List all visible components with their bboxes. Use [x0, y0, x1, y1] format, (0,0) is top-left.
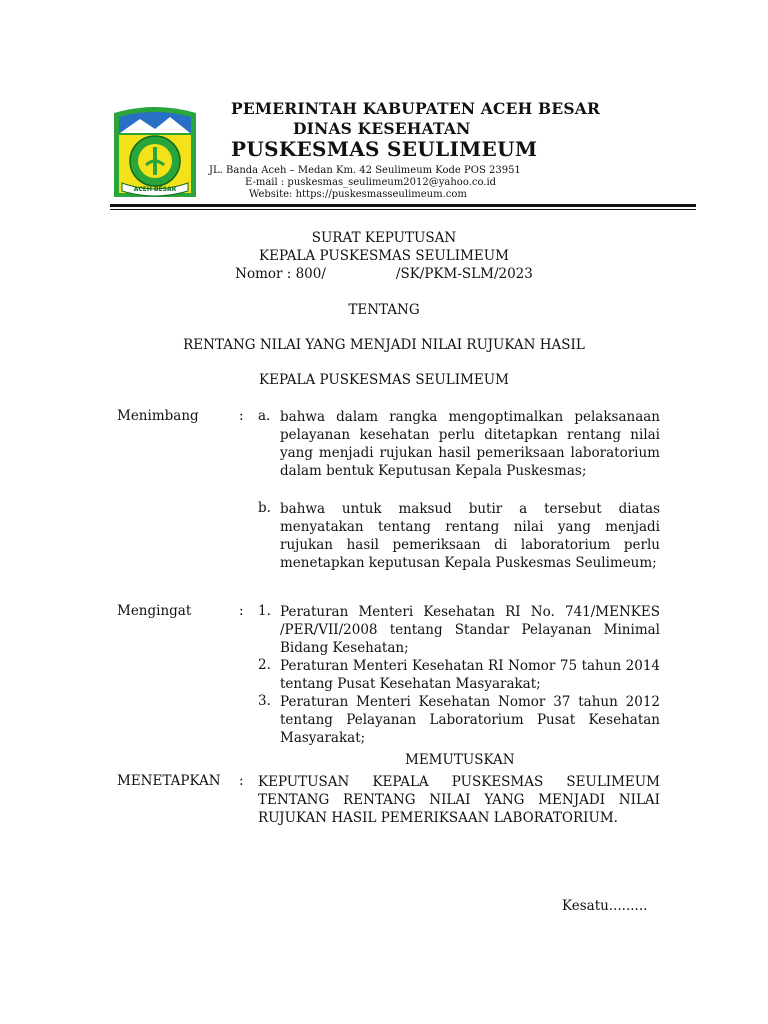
continuation-kesatu: Kesatu......... [562, 898, 648, 914]
svg-text:ACEH BESAR: ACEH BESAR [133, 186, 177, 193]
mengingat-label: Mengingat [117, 603, 192, 619]
menetapkan-label: MENETAPKAN [117, 773, 221, 789]
letterhead-address: JL. Banda Aceh – Medan Km. 42 Seulimeum Kode POS 23951 [209, 165, 521, 176]
doc-title-issuer: KEPALA PUSKESMAS SEULIMEUM [259, 248, 509, 264]
doc-number-prefix: Nomor : 800/ [235, 266, 326, 282]
menimbang-item-b: bahwa untuk maksud butir a tersebut diatas menyatakan tentang rentang nilai yang menjadi rujukan hasil pemeriksaan di laboratorium perlu menetapkan keputusan Kepala Puskesmas Seulimeum; [280, 501, 660, 571]
mengingat-marker-2: 2. [258, 657, 271, 673]
menimbang-marker-b: b. [258, 500, 271, 516]
letterhead-department: DINAS KESEHATAN [293, 119, 471, 138]
letterhead-rule-thin [110, 209, 696, 210]
doc-number [0, 266, 768, 282]
doc-issuer: KEPALA PUSKESMAS SEULIMEUM [259, 372, 509, 388]
doc-number-suffix: /SK/PKM-SLM/2023 [395, 266, 533, 282]
mengingat-marker-1: 1. [258, 603, 271, 619]
letterhead-government: PEMERINTAH KABUPATEN ACEH BESAR [231, 99, 601, 118]
menimbang-item-a: bahwa dalam rangka mengoptimalkan pelaksanaan pelayanan kesehatan perlu ditetapkan rentang nilai yang menjadi rujukan hasil pemeriksaan laboratorium dalam bentuk Keputusan Kepala Puskesmas; [280, 409, 660, 479]
letterhead-website: Website: https://puskesmasseulimeum.com [249, 189, 467, 200]
memutuskan-heading: MEMUTUSKAN [405, 752, 515, 768]
tentang-heading: TENTANG [348, 302, 420, 318]
menimbang-colon: : [239, 408, 244, 424]
doc-title: SURAT KEPUTUSAN [311, 230, 457, 246]
aceh-besar-logo [110, 103, 200, 198]
mengingat-item-2: Peraturan Menteri Kesehatan RI Nomor 75 tahun 2014 tentang Pusat Kesehatan Masyarakat; [280, 658, 660, 692]
mengingat-item-3: Peraturan Menteri Kesehatan Nomor 37 tahun 2012 tentang Pelayanan Laboratorium Pusat Kesehatan Masyarakat; [280, 694, 660, 746]
menimbang-label: Menimbang [117, 408, 199, 424]
letterhead-email: E-mail : puskesmas_seulimeum2012@yahoo.co.id [245, 177, 497, 188]
menetapkan-colon: : [239, 773, 244, 789]
doc-subject: RENTANG NILAI YANG MENJADI NILAI RUJUKAN HASIL [183, 337, 585, 353]
mengingat-colon: : [239, 603, 244, 619]
menimbang-marker-a: a. [258, 408, 271, 424]
mengingat-item-1: Peraturan Menteri Kesehatan RI No. 741/MENKES /PER/VII/2008 tentang Standar Pelayanan Minimal Bidang Kesehatan; [280, 604, 660, 656]
letterhead-institution: PUSKESMAS SEULIMEUM [231, 137, 538, 161]
letterhead-rule-thick [110, 204, 696, 207]
menetapkan-text: KEPUTUSAN KEPALA PUSKESMAS SEULIMEUM TENTANG RENTANG NILAI YANG MENJADI NILAI RUJUKAN HASIL PEMERIKSAAN LABORATORIUM. [258, 774, 660, 826]
mengingat-marker-3: 3. [258, 693, 271, 709]
